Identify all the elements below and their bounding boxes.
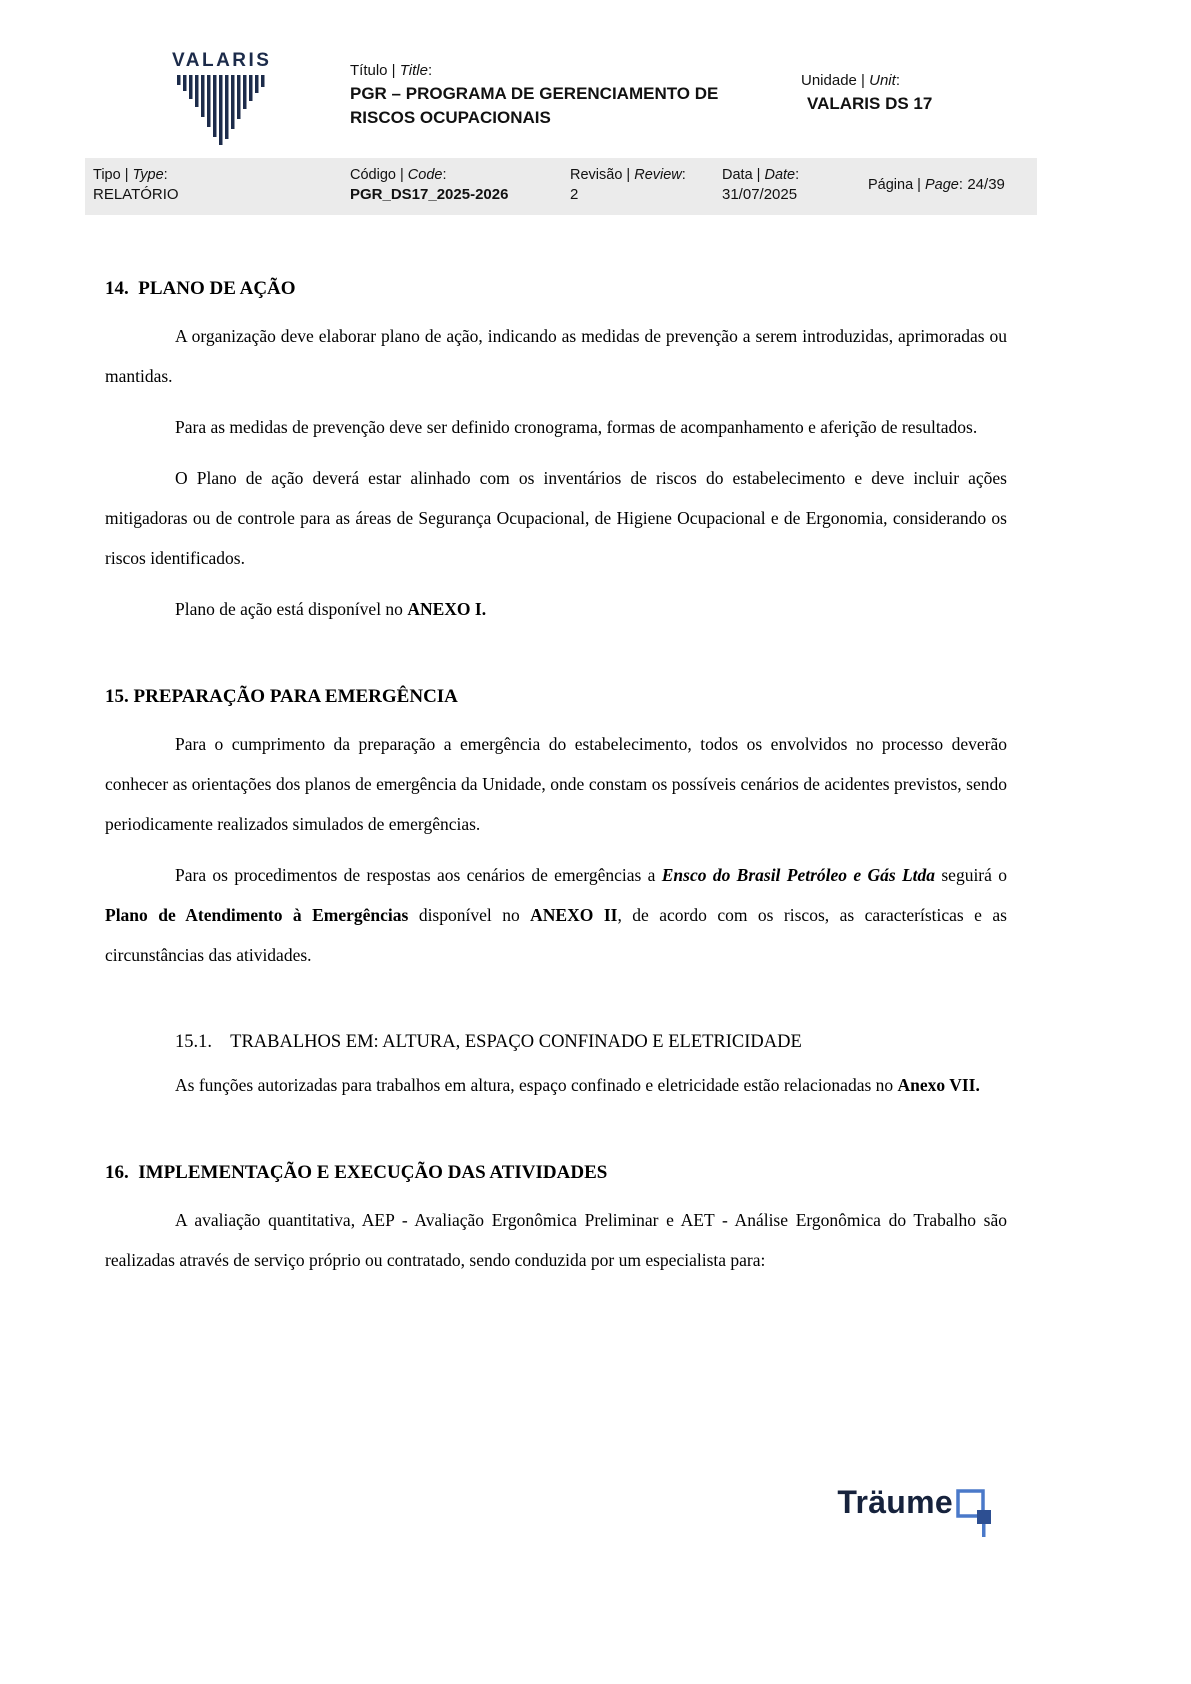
valaris-logo-text: VALARIS <box>172 50 272 71</box>
document-body <box>105 278 1007 1291</box>
unit-label: Unidade | Unit: <box>801 72 900 89</box>
traume-logo-text: Träume <box>837 1484 953 1520</box>
text-run: Ensco do Brasil Petróleo e Gás Ltda <box>661 865 936 885</box>
text-run: O Plano de ação deverá estar alinhado com os inventários de riscos do estabelecimento e deve incluir ações mitigadoras ou de controle para as áreas de Segurança Ocupacional, de Higiene Ocupacional e de Ergonomia, considerando os riscos identificados. <box>105 468 1007 568</box>
valaris-logo-bars-icon <box>177 75 267 147</box>
code-label: Código | Code: <box>350 167 447 183</box>
meta-type <box>93 167 350 203</box>
section-heading: 16. IMPLEMENTAÇÃO E EXECUÇÃO DAS ATIVIDADES <box>105 1162 608 1183</box>
text-run: Plano de ação está disponível no <box>175 599 408 619</box>
paragraph <box>105 407 1007 447</box>
meta-review <box>570 167 722 203</box>
section-heading: 14. PLANO DE AÇÃO <box>105 278 296 299</box>
traume-logo-icon <box>955 1488 997 1538</box>
meta-date <box>722 167 868 203</box>
text-run: A organização deve elaborar plano de ação, indicando as medidas de prevenção a serem introduzidas, aprimoradas ou mantidas. <box>105 326 1007 386</box>
unit-block <box>801 72 1051 114</box>
text-run: disponível no <box>408 905 531 925</box>
meta-page <box>868 176 1027 194</box>
paragraph <box>105 855 1007 975</box>
paragraph <box>105 458 1007 578</box>
page-value: 24/39 <box>967 176 1005 193</box>
text-run: ANEXO II <box>530 905 618 925</box>
text-run: Para os procedimentos de respostas aos cenários de emergências a <box>175 865 662 885</box>
code-value: PGR_DS17_2025-2026 <box>350 186 509 203</box>
traume-logo <box>837 1482 997 1538</box>
text-run: Para as medidas de prevenção deve ser definido cronograma, formas de acompanhamento e aferição de resultados. <box>175 417 978 437</box>
page-label: Página | Page: <box>868 177 963 193</box>
paragraph <box>105 724 1007 844</box>
type-value: RELATÓRIO <box>93 186 179 203</box>
text-run: Para o cumprimento da preparação a emergência do estabelecimento, todos os envolvidos no processo deverão conhecer as orientações dos planos de emergência da Unidade, onde constam os possíveis cenários de acidentes previstos, sendo periodicamente realizados simulados de emergências. <box>105 734 1007 834</box>
date-label: Data | Date: <box>722 167 800 183</box>
paragraph <box>105 589 1007 629</box>
valaris-logo <box>172 50 271 147</box>
paragraph <box>105 316 1007 396</box>
paragraph <box>105 1065 1007 1105</box>
subsection-heading: 15.1. TRABALHOS EM: ALTURA, ESPAÇO CONFINADO E ELETRICIDADE <box>175 1032 802 1052</box>
review-value: 2 <box>570 186 579 203</box>
meta-bar <box>85 158 1037 215</box>
unit-value: VALARIS DS 17 <box>807 94 933 113</box>
meta-code <box>350 167 570 203</box>
text-run: Anexo VII. <box>897 1075 980 1095</box>
text-run: ANEXO I. <box>407 599 487 619</box>
section-heading: 15. PREPARAÇÃO PARA EMERGÊNCIA <box>105 686 458 707</box>
text-run: As funções autorizadas para trabalhos em altura, espaço confinado e eletricidade estão relacionadas no <box>175 1075 898 1095</box>
document-header <box>0 0 1191 158</box>
review-label: Revisão | Review: <box>570 167 686 183</box>
text-run: Plano de Atendimento à Emergências <box>105 905 409 925</box>
paragraph <box>105 1200 1007 1280</box>
document-title: PGR – PROGRAMA DE GERENCIAMENTO DE RISCOS OCUPACIONAIS <box>350 84 719 127</box>
title-block <box>350 62 750 130</box>
text-run: A avaliação quantitativa, AEP - Avaliação Ergonômica Preliminar e AET - Análise Ergonômica do Trabalho são realizadas através de serviço próprio ou contratado, sendo conduzida por um especialista para: <box>105 1210 1007 1270</box>
text-run: , de acordo com os riscos, as características e as circunstâncias das atividades. <box>105 905 1007 965</box>
title-label: Título | Title: <box>350 62 433 79</box>
text-run: seguirá o <box>935 865 1007 885</box>
date-value: 31/07/2025 <box>722 186 798 203</box>
type-label: Tipo | Type: <box>93 167 168 183</box>
